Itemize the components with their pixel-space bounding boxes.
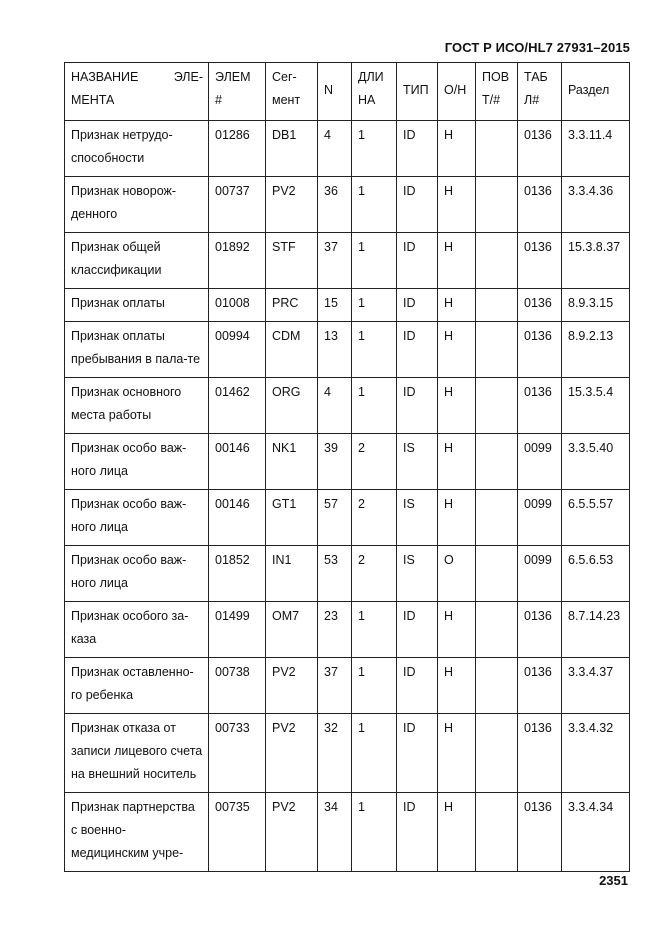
cell-section: 3.3.4.34 [562, 793, 630, 872]
cell-rep [476, 658, 518, 714]
cell-segment: ORG [266, 378, 318, 434]
column-header-type: ТИП [397, 63, 438, 121]
cell-n: 4 [318, 378, 352, 434]
table-row [65, 658, 630, 714]
cell-on: Н [438, 289, 476, 322]
cell-on: Н [438, 490, 476, 546]
cell-on: Н [438, 322, 476, 378]
column-header-repeat: ПОВ Т/# [476, 63, 518, 121]
cell-section: 3.3.5.40 [562, 434, 630, 490]
cell-section: 8.9.2.13 [562, 322, 630, 378]
cell-tab: 0136 [518, 177, 562, 233]
cell-len: 1 [352, 793, 397, 872]
cell-tab: 0136 [518, 714, 562, 793]
column-header-table: ТАБ Л# [518, 63, 562, 121]
cell-segment: PV2 [266, 658, 318, 714]
cell-n: 39 [318, 434, 352, 490]
cell-type: ID [397, 177, 438, 233]
cell-rep [476, 233, 518, 289]
table-row [65, 546, 630, 602]
cell-n: 4 [318, 121, 352, 177]
cell-type: ID [397, 602, 438, 658]
cell-type: ID [397, 793, 438, 872]
cell-rep [476, 602, 518, 658]
cell-segment: STF [266, 233, 318, 289]
cell-name: Признак особо важ-ного лица [65, 546, 209, 602]
cell-elem: 01892 [209, 233, 266, 289]
cell-n: 23 [318, 602, 352, 658]
cell-name: Признак общей классификации [65, 233, 209, 289]
cell-on: Н [438, 793, 476, 872]
column-header-opt: О/Н [438, 63, 476, 121]
cell-elem: 00738 [209, 658, 266, 714]
column-header-n: N [318, 63, 352, 121]
cell-elem: 01286 [209, 121, 266, 177]
cell-name: Признак партнерства с военно-медицинским учре- [65, 793, 209, 872]
column-header-elem: ЭЛЕМ # [209, 63, 266, 121]
cell-rep [476, 378, 518, 434]
cell-tab: 0136 [518, 658, 562, 714]
cell-elem: 00146 [209, 434, 266, 490]
cell-rep [476, 714, 518, 793]
cell-n: 13 [318, 322, 352, 378]
cell-tab: 0136 [518, 233, 562, 289]
cell-rep [476, 177, 518, 233]
cell-name: Признак особо важ-ного лица [65, 434, 209, 490]
cell-n: 15 [318, 289, 352, 322]
cell-n: 32 [318, 714, 352, 793]
cell-on: Н [438, 434, 476, 490]
cell-name: Признак оплаты [65, 289, 209, 322]
cell-elem: 01462 [209, 378, 266, 434]
cell-section: 6.5.6.53 [562, 546, 630, 602]
cell-elem: 00994 [209, 322, 266, 378]
column-header-section: Раздел [562, 63, 630, 121]
cell-len: 1 [352, 233, 397, 289]
cell-type: ID [397, 322, 438, 378]
cell-segment: IN1 [266, 546, 318, 602]
cell-on: О [438, 546, 476, 602]
cell-tab: 0136 [518, 378, 562, 434]
cell-n: 37 [318, 233, 352, 289]
cell-section: 8.9.3.15 [562, 289, 630, 322]
cell-section: 3.3.4.36 [562, 177, 630, 233]
page-number: 2351 [599, 873, 628, 888]
cell-name: Признак нетрудо-способности [65, 121, 209, 177]
cell-name: Признак основного места работы [65, 378, 209, 434]
cell-section: 15.3.5.4 [562, 378, 630, 434]
cell-elem: 01852 [209, 546, 266, 602]
document-header: ГОСТ Р ИСО/HL7 27931–2015 [444, 40, 630, 55]
cell-n: 57 [318, 490, 352, 546]
cell-name: Признак особо важ-ного лица [65, 490, 209, 546]
table-row [65, 434, 630, 490]
cell-section: 3.3.11.4 [562, 121, 630, 177]
table-row [65, 121, 630, 177]
table-row [65, 233, 630, 289]
cell-len: 1 [352, 322, 397, 378]
cell-name: Признак оставленно-го ребенка [65, 658, 209, 714]
column-header-length: ДЛИ НА [352, 63, 397, 121]
cell-tab: 0099 [518, 434, 562, 490]
cell-segment: CDM [266, 322, 318, 378]
cell-on: Н [438, 233, 476, 289]
table-row [65, 714, 630, 793]
cell-section: 3.3.4.37 [562, 658, 630, 714]
table-row [65, 177, 630, 233]
table-row [65, 602, 630, 658]
cell-elem: 00146 [209, 490, 266, 546]
cell-len: 2 [352, 434, 397, 490]
table-row [65, 322, 630, 378]
cell-len: 1 [352, 289, 397, 322]
table-header [65, 63, 630, 121]
cell-len: 2 [352, 490, 397, 546]
cell-segment: OM7 [266, 602, 318, 658]
cell-tab: 0136 [518, 121, 562, 177]
header-row [65, 63, 630, 121]
cell-type: ID [397, 378, 438, 434]
cell-section: 15.3.8.37 [562, 233, 630, 289]
column-header-name: НАЗВАНИЕ ЭЛЕ- МЕНТА [65, 63, 209, 121]
table-row [65, 289, 630, 322]
cell-segment: PRC [266, 289, 318, 322]
cell-elem: 00735 [209, 793, 266, 872]
cell-len: 2 [352, 546, 397, 602]
cell-elem: 01008 [209, 289, 266, 322]
cell-n: 53 [318, 546, 352, 602]
cell-tab: 0099 [518, 546, 562, 602]
cell-name: Признак новорож-денного [65, 177, 209, 233]
cell-segment: PV2 [266, 793, 318, 872]
cell-tab: 0136 [518, 793, 562, 872]
cell-segment: NK1 [266, 434, 318, 490]
cell-len: 1 [352, 378, 397, 434]
cell-name: Признак особого за-каза [65, 602, 209, 658]
cell-type: ID [397, 289, 438, 322]
cell-tab: 0136 [518, 289, 562, 322]
cell-segment: DB1 [266, 121, 318, 177]
cell-type: ID [397, 233, 438, 289]
cell-section: 3.3.4.32 [562, 714, 630, 793]
cell-section: 8.7.14.23 [562, 602, 630, 658]
table-body [65, 121, 630, 872]
cell-n: 34 [318, 793, 352, 872]
cell-on: Н [438, 121, 476, 177]
cell-tab: 0136 [518, 322, 562, 378]
cell-len: 1 [352, 177, 397, 233]
cell-type: IS [397, 490, 438, 546]
cell-tab: 0099 [518, 490, 562, 546]
cell-type: ID [397, 714, 438, 793]
cell-on: Н [438, 378, 476, 434]
cell-len: 1 [352, 714, 397, 793]
cell-rep [476, 322, 518, 378]
cell-on: Н [438, 714, 476, 793]
cell-segment: GT1 [266, 490, 318, 546]
cell-type: IS [397, 434, 438, 490]
table-row [65, 793, 630, 872]
cell-type: ID [397, 658, 438, 714]
cell-rep [476, 546, 518, 602]
table-row [65, 378, 630, 434]
cell-name: Признак оплаты пребывания в пала-те [65, 322, 209, 378]
cell-rep [476, 121, 518, 177]
cell-rep [476, 793, 518, 872]
cell-tab: 0136 [518, 602, 562, 658]
cell-elem: 00737 [209, 177, 266, 233]
cell-name: Признак отказа от записи лицевого счета на внешний носитель [65, 714, 209, 793]
cell-len: 1 [352, 121, 397, 177]
data-elements-table [64, 62, 630, 872]
cell-elem: 01499 [209, 602, 266, 658]
cell-elem: 00733 [209, 714, 266, 793]
cell-len: 1 [352, 658, 397, 714]
cell-n: 36 [318, 177, 352, 233]
cell-segment: PV2 [266, 177, 318, 233]
cell-type: IS [397, 546, 438, 602]
cell-on: Н [438, 658, 476, 714]
cell-rep [476, 434, 518, 490]
cell-rep [476, 289, 518, 322]
cell-section: 6.5.5.57 [562, 490, 630, 546]
cell-on: Н [438, 602, 476, 658]
cell-segment: PV2 [266, 714, 318, 793]
cell-type: ID [397, 121, 438, 177]
cell-rep [476, 490, 518, 546]
cell-n: 37 [318, 658, 352, 714]
column-header-segment: Сег- мент [266, 63, 318, 121]
cell-on: Н [438, 177, 476, 233]
cell-len: 1 [352, 602, 397, 658]
table-row [65, 490, 630, 546]
